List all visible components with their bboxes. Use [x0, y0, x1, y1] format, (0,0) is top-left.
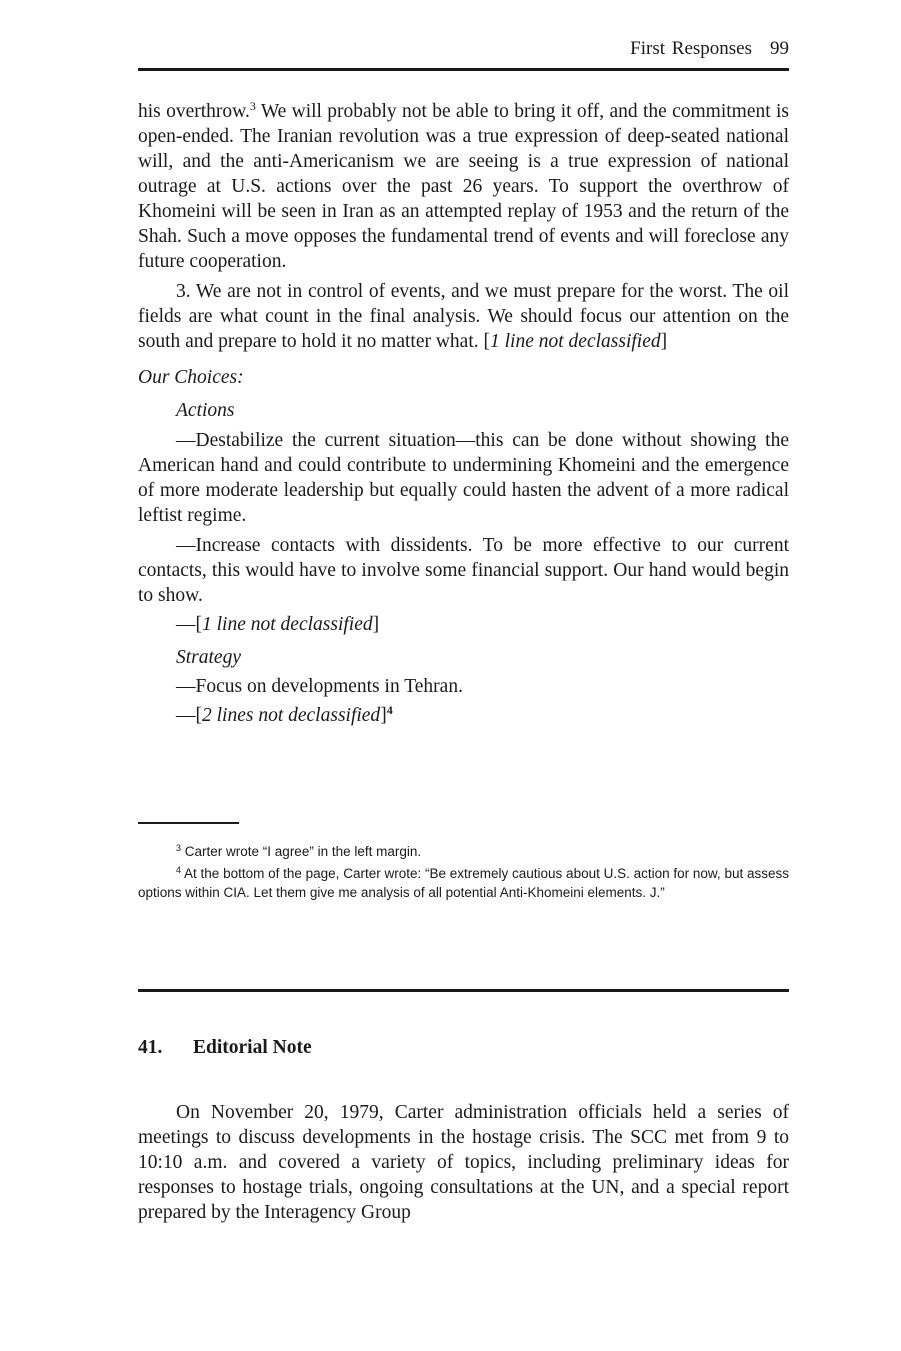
footnote-ref-4[interactable]: 4: [386, 703, 393, 717]
editorial-note-paragraph: On November 20, 1979, Carter administration officials held a series of meetings to discuss developments in the hostage crisis. The SCC met from 9 to 10:10 a.m. and covered a variety of topics, including preliminary ideas for responses to hostage trials, ongoing consultations at the UN, and a special report prepared by the Interagency Group: [138, 1102, 789, 1223]
paragraph-point-3: 3. We are not in control of events, and we must prepare for the worst. The oil fields are what count in the final analysis. We should focus our attention on the south and prepare to hold it no matter what. [1 line not declassified]: [138, 281, 789, 352]
section-title: Editorial Note: [193, 1037, 312, 1058]
footnote-ref-3[interactable]: 3: [249, 99, 256, 113]
heading-our-choices: Our Choices:: [138, 367, 244, 388]
heading-actions: Actions: [176, 400, 235, 421]
strategy-item-tehran: —Focus on developments in Tehran.: [176, 676, 463, 697]
footnote-3: $^3$ Carter wrote “I agree” in the left margin.: [176, 843, 422, 859]
action-item-destabilize: —Destabilize the current situation—this can be done without showing the American hand and could contribute to undermining Khomeini and the emergence of more moderate leadership but equally could hasten the advent of a more radical leftist regime.: [138, 430, 789, 526]
section-text: [138, 1100, 789, 1225]
heading-strategy: Strategy: [176, 647, 241, 668]
paragraph-overthrow: his overthrow.$^3$ We will probably not be able to bring it off, and the commitment is open-ended. The Iranian revolution was a true expression of deep-seated national will, and the anti-Americanism we are seeing is a true expression of national outrage at U.S. actions over the past 26 years. To support the overthrow of Khomeini will be seen in Iran as an attempted replay of 1953 and the return of the Shah. Such a move opposes the fundamental trend of events and will foreclose any future cooperation.: [138, 99, 789, 272]
action-item-not-declassified: —[1 line not declassified]: [176, 614, 380, 635]
strategy-item-not-declassified: —[2 lines not declassified]$^4$: [176, 703, 393, 726]
running-header: [630, 38, 789, 60]
header-title: First Responses: [630, 38, 752, 59]
section-rule: [138, 989, 789, 992]
action-item-contacts: —Increase contacts with dissidents. To be more effective to our current contacts, this would have to involve some financial support. Our hand would begin to show.: [138, 535, 789, 606]
main-text: [138, 99, 789, 728]
page-number: 99: [770, 38, 789, 59]
footnote-4: $^4$ At the bottom of the page, Carter wrote: “Be extremely cautious about U.S. action for now, but assess options within CIA. Let them give me analysis of all potential Anti-Khomeini elements. J.”: [138, 865, 789, 900]
footnote-rule: [138, 822, 239, 824]
footnotes: [138, 842, 789, 905]
header-rule: [138, 68, 789, 71]
section-number: 41.: [138, 1037, 163, 1058]
section-heading: [138, 1037, 312, 1059]
